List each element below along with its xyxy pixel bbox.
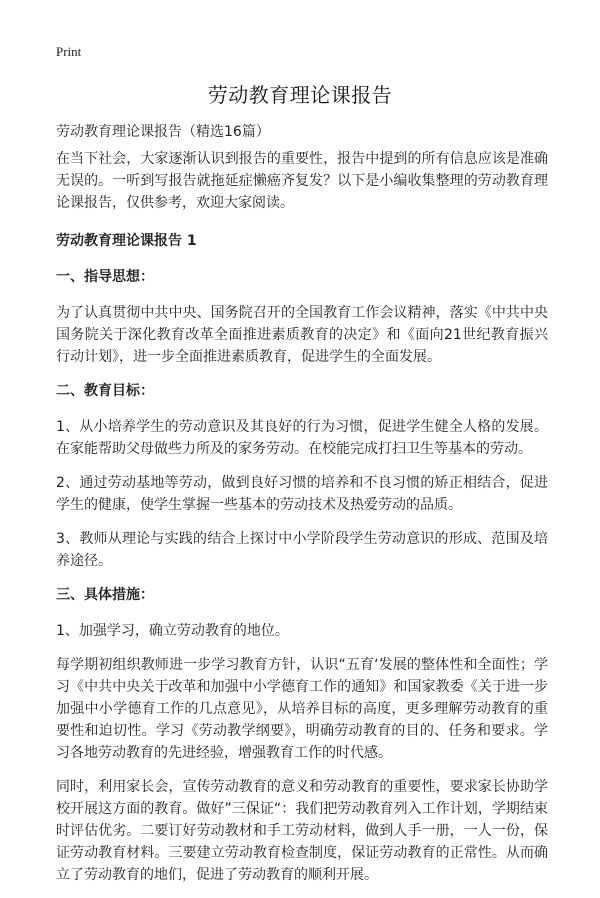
- list-item: 1、从小培养学生的劳动意识及其良好的行为习惯，促进学生健全人格的发展。在家能帮助父母做些力所及的家务劳动。在校能完成打扫卫生等基本的劳动。: [56, 419, 548, 457]
- section-heading: 二、教育目标：: [56, 383, 154, 399]
- list-item: 1、加强学习，确立劳动教育的地位。: [56, 623, 289, 639]
- page-title: 劳动教育理论课报告: [207, 83, 393, 107]
- list-item: 2、通过劳动基地等劳动，做到良好习惯的培养和不良习惯的矫正相结合，促进学生的健康，使学生掌握一些基本的劳动技术及热爱劳动的品质。: [56, 475, 548, 513]
- section-paragraph: 同时，利用家长会，宣传劳动教育的意义和劳动教育的重要性，要求家长协助学校开展这方面的教育。做好”三保证“：我们把劳动教育列入工作计划，学期结束时评估优劣。二要订好劳动教材和手工劳动材料，做到人手一册，一人一份，保证劳动教育材料。三要建立劳动教育检查制度，保证劳动教育的正常性。从而确立了劳动教育的地们，促进了劳动教育的顺利开展。: [56, 779, 548, 883]
- subtitle: 劳动教育理论课报告（精选16篇）: [56, 124, 270, 140]
- list-item: 3、教师从理论与实践的结合上探讨中小学阶段学生劳动意识的形成、范围及培养途径。: [56, 531, 548, 569]
- article-body: [56, 148, 548, 898]
- report-heading: 劳动教育理论课报告 1: [56, 233, 197, 249]
- section-paragraph: 每学期初组织教师进一步学习教育方针，认识“五育‘发展的整体性和全面性；学习《中共中央关于改革和加强中小学德育工作的通知》和国家教委《关于进一步加强中小学德育工作的几点意见》，从培养目标的高度，更多理解劳动教育的重要性和迫切性。学习《劳动教学纲要》，明确劳动教育的目的、任务和要求。学习各地劳动教育的先进经验，增强教育工作的时代感。: [56, 657, 548, 761]
- section-paragraph: 为了认真贯彻中共中央、国务院召开的全国教育工作会议精神，落实《中共中央国务院关于深化教育改革全面推进素质教育的决定》和《面向21世纪教育振兴行动计划》，进一步全面推进素质教育，促进学生的全面发展。: [56, 305, 548, 365]
- print-link[interactable]: Print: [56, 44, 82, 59]
- section-heading: 一、指导思想：: [56, 269, 154, 285]
- intro-paragraph: 在当下社会，大家逐渐认识到报告的重要性，报告中提到的所有信息应该是准确无误的。一听到写报告就拖延症懒癌齐复发？以下是小编收集整理的劳动教育理论课报告，仅供参考，欢迎大家阅读。: [56, 151, 548, 211]
- section-heading: 三、具体措施：: [56, 587, 154, 603]
